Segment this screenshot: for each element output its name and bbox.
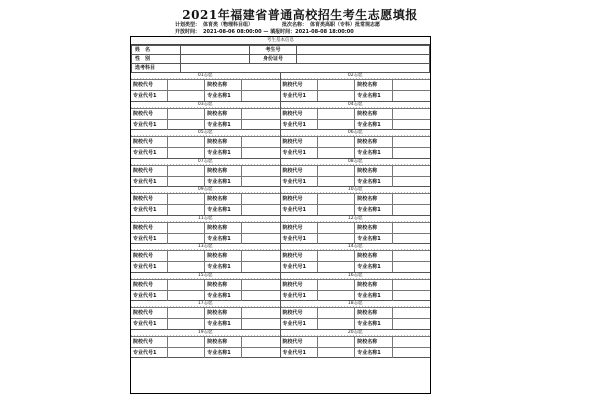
school-name-field[interactable] bbox=[242, 280, 279, 290]
subjects-field[interactable] bbox=[181, 64, 430, 73]
major-name-field[interactable] bbox=[393, 319, 430, 329]
school-code-label: 院校代号 bbox=[131, 223, 168, 233]
volunteer-label: 06志愿 bbox=[281, 130, 431, 136]
open-time-label: 开放时间： bbox=[175, 29, 201, 35]
major-row bbox=[131, 347, 280, 358]
major-row bbox=[131, 233, 280, 244]
major-code-label: 专业代号1 bbox=[131, 120, 168, 130]
exam-no-label: 考生号 bbox=[250, 46, 297, 55]
major-name-field[interactable] bbox=[242, 148, 279, 158]
major-name-field[interactable] bbox=[393, 234, 430, 244]
school-code-field[interactable] bbox=[318, 80, 355, 90]
school-code-field[interactable] bbox=[168, 166, 205, 176]
major-name-label: 专业名称1 bbox=[355, 205, 392, 215]
major-name-label: 专业名称1 bbox=[355, 291, 392, 301]
school-code-field[interactable] bbox=[318, 166, 355, 176]
school-name-label: 院校名称 bbox=[205, 109, 242, 119]
school-code-field[interactable] bbox=[168, 337, 205, 347]
major-name-field[interactable] bbox=[242, 319, 279, 329]
school-code-field[interactable] bbox=[168, 308, 205, 318]
major-code-label: 专业代号1 bbox=[281, 120, 318, 130]
major-row bbox=[281, 176, 431, 187]
major-name-field[interactable] bbox=[393, 148, 430, 158]
major-name-field[interactable] bbox=[242, 291, 279, 301]
volunteer-block bbox=[281, 273, 431, 302]
school-row bbox=[281, 222, 431, 233]
volunteer-block bbox=[131, 216, 281, 245]
school-code-field[interactable] bbox=[318, 251, 355, 261]
volunteer-row bbox=[131, 216, 430, 245]
major-row bbox=[131, 176, 280, 187]
school-name-label: 院校名称 bbox=[355, 337, 392, 347]
major-name-field[interactable] bbox=[393, 177, 430, 187]
open-time bbox=[175, 29, 354, 35]
school-name-field[interactable] bbox=[242, 80, 279, 90]
plan-type-value: 体育类（物理科目组） bbox=[203, 22, 254, 28]
major-row bbox=[131, 290, 280, 301]
volunteer-row bbox=[131, 244, 430, 273]
school-name-label: 院校名称 bbox=[355, 251, 392, 261]
school-code-label: 院校代号 bbox=[281, 280, 318, 290]
school-row bbox=[131, 279, 280, 290]
volunteer-block bbox=[281, 159, 431, 188]
school-name-label: 院校名称 bbox=[355, 80, 392, 90]
school-name-field[interactable] bbox=[242, 251, 279, 261]
school-code-field[interactable] bbox=[318, 137, 355, 147]
name-label: 姓 名 bbox=[132, 46, 181, 55]
school-code-label: 院校代号 bbox=[281, 251, 318, 261]
volunteer-block bbox=[281, 244, 431, 273]
major-row bbox=[281, 90, 431, 101]
volunteer-label: 13志愿 bbox=[131, 244, 280, 250]
volunteer-label: 01志愿 bbox=[131, 73, 280, 79]
major-row bbox=[281, 147, 431, 158]
school-row bbox=[131, 79, 280, 90]
volunteer-block bbox=[281, 216, 431, 245]
school-code-field[interactable] bbox=[168, 194, 205, 204]
school-row bbox=[131, 250, 280, 261]
school-name-field[interactable] bbox=[242, 223, 279, 233]
school-code-field[interactable] bbox=[168, 137, 205, 147]
major-code-field[interactable] bbox=[168, 91, 205, 101]
plan-type bbox=[175, 22, 253, 28]
volunteer-block bbox=[281, 130, 431, 159]
school-name-label: 院校名称 bbox=[205, 337, 242, 347]
volunteer-label: 02志愿 bbox=[281, 73, 431, 79]
major-row bbox=[281, 233, 431, 244]
school-name-field[interactable] bbox=[242, 337, 279, 347]
school-row bbox=[281, 279, 431, 290]
volunteer-label: 15志愿 bbox=[131, 273, 280, 279]
major-code-label: 专业代号1 bbox=[131, 291, 168, 301]
school-code-field[interactable] bbox=[168, 223, 205, 233]
school-row bbox=[281, 193, 431, 204]
major-row bbox=[131, 204, 280, 215]
volunteer-label: 14志愿 bbox=[281, 244, 431, 250]
volunteer-label: 10志愿 bbox=[281, 187, 431, 193]
school-row bbox=[281, 136, 431, 147]
volunteer-row bbox=[131, 330, 430, 359]
major-name-label: 专业名称1 bbox=[205, 291, 242, 301]
major-code-field[interactable] bbox=[318, 91, 355, 101]
volunteer-row bbox=[131, 102, 430, 131]
school-name-label: 院校名称 bbox=[355, 308, 392, 318]
school-name-label: 院校名称 bbox=[355, 166, 392, 176]
major-code-field[interactable] bbox=[318, 205, 355, 215]
school-code-field[interactable] bbox=[318, 194, 355, 204]
major-code-label: 专业代号1 bbox=[131, 262, 168, 272]
volunteer-block bbox=[281, 187, 431, 216]
school-row bbox=[281, 250, 431, 261]
school-row bbox=[281, 108, 431, 119]
major-code-label: 专业代号1 bbox=[281, 177, 318, 187]
gender-field[interactable] bbox=[181, 55, 250, 64]
major-code-label: 专业代号1 bbox=[281, 148, 318, 158]
major-name-label: 专业名称1 bbox=[355, 319, 392, 329]
school-code-label: 院校代号 bbox=[281, 337, 318, 347]
volunteer-block bbox=[281, 102, 431, 131]
school-row bbox=[281, 336, 431, 347]
school-code-field[interactable] bbox=[168, 109, 205, 119]
major-code-field[interactable] bbox=[168, 148, 205, 158]
major-code-field[interactable] bbox=[318, 319, 355, 329]
major-code-field[interactable] bbox=[168, 120, 205, 130]
school-code-label: 院校代号 bbox=[131, 194, 168, 204]
major-name-label: 专业名称1 bbox=[355, 262, 392, 272]
major-name-field[interactable] bbox=[393, 262, 430, 272]
major-name-label: 专业名称1 bbox=[355, 148, 392, 158]
major-row bbox=[281, 290, 431, 301]
volunteer-label: 08志愿 bbox=[281, 159, 431, 165]
major-name-label: 专业名称1 bbox=[205, 262, 242, 272]
major-row bbox=[131, 119, 280, 130]
volunteer-label: 18志愿 bbox=[281, 301, 431, 307]
school-name-label: 院校名称 bbox=[205, 194, 242, 204]
school-name-label: 院校名称 bbox=[355, 137, 392, 147]
major-code-field[interactable] bbox=[318, 234, 355, 244]
major-code-label: 专业代号1 bbox=[131, 205, 168, 215]
volunteer-row bbox=[131, 187, 430, 216]
major-name-field[interactable] bbox=[393, 91, 430, 101]
school-row bbox=[281, 165, 431, 176]
id-field[interactable] bbox=[297, 55, 430, 64]
volunteer-row bbox=[131, 159, 430, 188]
school-row bbox=[131, 307, 280, 318]
volunteer-label: 11志愿 bbox=[131, 216, 280, 222]
volunteer-label: 04志愿 bbox=[281, 102, 431, 108]
school-code-field[interactable] bbox=[318, 308, 355, 318]
school-row bbox=[281, 307, 431, 318]
school-name-field[interactable] bbox=[393, 80, 430, 90]
school-name-field[interactable] bbox=[393, 251, 430, 261]
school-code-label: 院校代号 bbox=[131, 80, 168, 90]
major-code-label: 专业代号1 bbox=[281, 291, 318, 301]
major-name-field[interactable] bbox=[242, 120, 279, 130]
major-code-label: 专业代号1 bbox=[281, 348, 318, 358]
major-name-field[interactable] bbox=[242, 205, 279, 215]
major-code-field[interactable] bbox=[168, 348, 205, 358]
major-code-field[interactable] bbox=[168, 205, 205, 215]
major-name-field[interactable] bbox=[393, 205, 430, 215]
school-code-label: 院校代号 bbox=[131, 137, 168, 147]
volunteer-label: 09志愿 bbox=[131, 187, 280, 193]
volunteer-grid bbox=[131, 73, 430, 358]
school-code-label: 院校代号 bbox=[131, 337, 168, 347]
school-code-label: 院校代号 bbox=[281, 109, 318, 119]
volunteer-block bbox=[281, 73, 431, 102]
major-code-field[interactable] bbox=[168, 262, 205, 272]
major-name-label: 专业名称1 bbox=[205, 148, 242, 158]
school-code-label: 院校代号 bbox=[281, 223, 318, 233]
major-row bbox=[281, 318, 431, 329]
major-code-field[interactable] bbox=[168, 177, 205, 187]
major-name-label: 专业名称1 bbox=[205, 177, 242, 187]
major-code-field[interactable] bbox=[318, 177, 355, 187]
volunteer-row bbox=[131, 301, 430, 330]
school-row bbox=[281, 79, 431, 90]
major-name-label: 专业名称1 bbox=[205, 120, 242, 130]
school-code-field[interactable] bbox=[168, 80, 205, 90]
school-code-label: 院校代号 bbox=[281, 194, 318, 204]
major-name-label: 专业名称1 bbox=[355, 91, 392, 101]
plan-type-label: 计划类型： bbox=[175, 22, 201, 28]
major-name-label: 专业名称1 bbox=[355, 120, 392, 130]
school-name-label: 院校名称 bbox=[205, 251, 242, 261]
major-code-label: 专业代号1 bbox=[281, 205, 318, 215]
school-name-label: 院校名称 bbox=[355, 223, 392, 233]
major-code-field[interactable] bbox=[318, 148, 355, 158]
major-code-label: 专业代号1 bbox=[131, 234, 168, 244]
major-code-label: 专业代号1 bbox=[281, 319, 318, 329]
major-code-label: 专业代号1 bbox=[131, 177, 168, 187]
volunteer-label: 20志愿 bbox=[281, 330, 431, 336]
volunteer-block bbox=[131, 159, 281, 188]
school-name-field[interactable] bbox=[393, 223, 430, 233]
school-code-field[interactable] bbox=[318, 337, 355, 347]
major-code-field[interactable] bbox=[168, 234, 205, 244]
volunteer-label: 12志愿 bbox=[281, 216, 431, 222]
major-row bbox=[281, 119, 431, 130]
major-code-label: 专业代号1 bbox=[131, 91, 168, 101]
volunteer-block bbox=[131, 244, 281, 273]
batch-label: 批次名称： bbox=[282, 22, 308, 28]
school-row bbox=[131, 165, 280, 176]
major-row bbox=[131, 318, 280, 329]
volunteer-block bbox=[131, 330, 281, 359]
school-code-label: 院校代号 bbox=[131, 166, 168, 176]
school-name-field[interactable] bbox=[393, 280, 430, 290]
school-name-field[interactable] bbox=[393, 194, 430, 204]
school-row bbox=[131, 136, 280, 147]
volunteer-block bbox=[281, 301, 431, 330]
name-field[interactable] bbox=[181, 46, 250, 55]
volunteer-row bbox=[131, 273, 430, 302]
school-name-field[interactable] bbox=[393, 166, 430, 176]
school-code-field[interactable] bbox=[318, 280, 355, 290]
volunteer-block bbox=[131, 130, 281, 159]
major-row bbox=[281, 261, 431, 272]
student-info-table bbox=[131, 45, 430, 73]
subjects-label: 选考科目 bbox=[132, 64, 181, 73]
school-name-field[interactable] bbox=[242, 137, 279, 147]
major-row bbox=[131, 261, 280, 272]
major-name-field[interactable] bbox=[393, 120, 430, 130]
student-info-header: 考生基本信息 bbox=[131, 37, 430, 45]
school-code-label: 院校代号 bbox=[131, 280, 168, 290]
school-name-label: 院校名称 bbox=[205, 223, 242, 233]
volunteer-label: 17志愿 bbox=[131, 301, 280, 307]
id-label: 身份证号 bbox=[250, 55, 297, 64]
school-name-label: 院校名称 bbox=[205, 166, 242, 176]
school-code-label: 院校代号 bbox=[281, 166, 318, 176]
major-row bbox=[131, 90, 280, 101]
major-name-field[interactable] bbox=[393, 291, 430, 301]
school-name-label: 院校名称 bbox=[355, 194, 392, 204]
school-name-field[interactable] bbox=[393, 337, 430, 347]
school-name-field[interactable] bbox=[393, 308, 430, 318]
volunteer-block bbox=[131, 102, 281, 131]
volunteer-label: 19志愿 bbox=[131, 330, 280, 336]
school-name-field[interactable] bbox=[242, 308, 279, 318]
major-code-field[interactable] bbox=[318, 120, 355, 130]
school-code-label: 院校代号 bbox=[281, 308, 318, 318]
school-name-label: 院校名称 bbox=[205, 308, 242, 318]
volunteer-form bbox=[130, 36, 431, 394]
volunteer-block bbox=[131, 187, 281, 216]
major-code-field[interactable] bbox=[318, 348, 355, 358]
volunteer-block bbox=[131, 73, 281, 102]
gender-label: 性 别 bbox=[132, 55, 181, 64]
volunteer-row bbox=[131, 73, 430, 102]
major-row bbox=[281, 347, 431, 358]
major-name-field[interactable] bbox=[242, 262, 279, 272]
school-name-label: 院校名称 bbox=[205, 137, 242, 147]
school-row bbox=[131, 222, 280, 233]
volunteer-label: 07志愿 bbox=[131, 159, 280, 165]
major-name-field[interactable] bbox=[242, 91, 279, 101]
major-code-field[interactable] bbox=[318, 262, 355, 272]
major-name-label: 专业名称1 bbox=[355, 177, 392, 187]
school-name-label: 院校名称 bbox=[205, 280, 242, 290]
school-name-label: 院校名称 bbox=[205, 80, 242, 90]
school-code-label: 院校代号 bbox=[131, 308, 168, 318]
volunteer-block bbox=[281, 330, 431, 359]
volunteer-label: 05志愿 bbox=[131, 130, 280, 136]
school-row bbox=[131, 336, 280, 347]
major-name-label: 专业名称1 bbox=[205, 234, 242, 244]
major-name-label: 专业名称1 bbox=[355, 234, 392, 244]
major-name-label: 专业名称1 bbox=[205, 91, 242, 101]
major-code-label: 专业代号1 bbox=[281, 234, 318, 244]
volunteer-label: 03志愿 bbox=[131, 102, 280, 108]
school-name-field[interactable] bbox=[242, 166, 279, 176]
major-code-field[interactable] bbox=[318, 291, 355, 301]
volunteer-row bbox=[131, 130, 430, 159]
school-code-label: 院校代号 bbox=[281, 137, 318, 147]
school-code-field[interactable] bbox=[318, 223, 355, 233]
major-code-label: 专业代号1 bbox=[281, 262, 318, 272]
volunteer-block bbox=[131, 273, 281, 302]
school-name-field[interactable] bbox=[242, 194, 279, 204]
school-name-label: 院校名称 bbox=[355, 280, 392, 290]
major-name-field[interactable] bbox=[242, 177, 279, 187]
volunteer-block bbox=[131, 301, 281, 330]
major-code-label: 专业代号1 bbox=[131, 348, 168, 358]
school-row bbox=[131, 193, 280, 204]
major-code-field[interactable] bbox=[168, 319, 205, 329]
school-code-field[interactable] bbox=[168, 251, 205, 261]
major-name-label: 专业名称1 bbox=[205, 205, 242, 215]
batch-value: 体育类高职（专科）批常规志愿 bbox=[310, 22, 381, 28]
school-row bbox=[131, 108, 280, 119]
major-row bbox=[131, 147, 280, 158]
school-code-field[interactable] bbox=[318, 109, 355, 119]
school-name-field[interactable] bbox=[393, 109, 430, 119]
school-code-field[interactable] bbox=[168, 280, 205, 290]
school-code-label: 院校代号 bbox=[131, 251, 168, 261]
major-row bbox=[281, 204, 431, 215]
major-name-field[interactable] bbox=[393, 348, 430, 358]
major-name-label: 专业名称1 bbox=[205, 348, 242, 358]
exam-no-field[interactable] bbox=[297, 46, 430, 55]
batch-name bbox=[282, 22, 380, 28]
major-name-label: 专业名称1 bbox=[205, 319, 242, 329]
major-code-label: 专业代号1 bbox=[281, 91, 318, 101]
major-name-label: 专业名称1 bbox=[355, 348, 392, 358]
school-name-field[interactable] bbox=[242, 109, 279, 119]
major-code-label: 专业代号1 bbox=[131, 148, 168, 158]
major-code-label: 专业代号1 bbox=[131, 319, 168, 329]
page-title: 2021年福建省普通高校招生考生志愿填报 bbox=[182, 8, 418, 22]
school-name-label: 院校名称 bbox=[355, 109, 392, 119]
major-name-field[interactable] bbox=[242, 234, 279, 244]
major-name-field[interactable] bbox=[242, 348, 279, 358]
school-code-label: 院校代号 bbox=[281, 80, 318, 90]
open-time-value: 2021-08-06 08:00:00 — 填报时间：2021-08-08 18:00:00 bbox=[203, 29, 354, 35]
major-code-field[interactable] bbox=[168, 291, 205, 301]
school-name-field[interactable] bbox=[393, 137, 430, 147]
school-code-label: 院校代号 bbox=[131, 109, 168, 119]
volunteer-label: 16志愿 bbox=[281, 273, 431, 279]
